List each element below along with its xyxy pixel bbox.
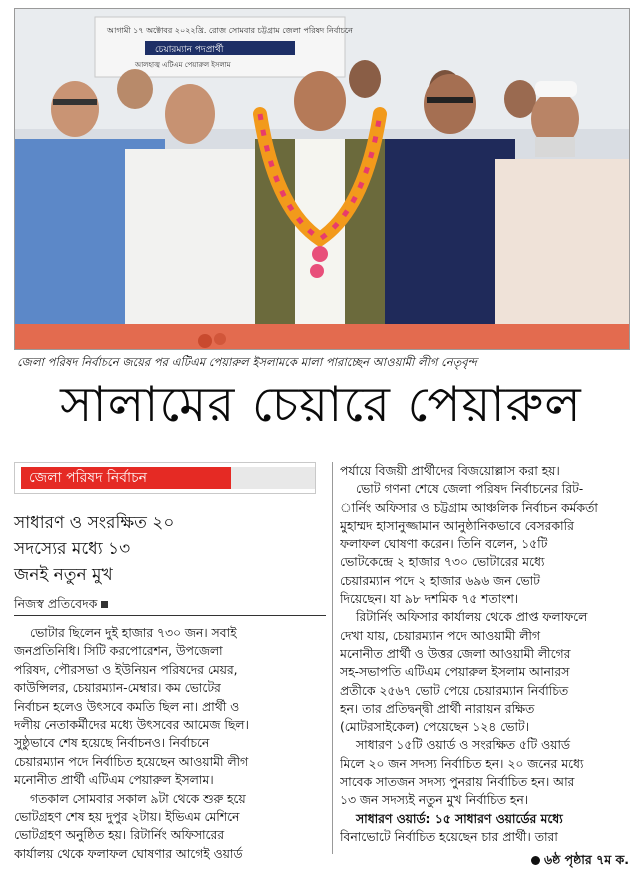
- body-line: হন। তার প্রতিদ্বন্দ্বী প্রার্থী নারায়ন রক্ষিত: [340, 701, 535, 716]
- subhead-line: জনই নতুন মুখ: [14, 565, 113, 585]
- body-line: দিয়েছেন। যা ৯৮ দশমিক ৭৫ শতাংশ।: [340, 592, 519, 607]
- continued-note: [531, 852, 629, 872]
- body-line: মিলে ২০ জন সদস্য নির্বাচিত হন। ২০ জনের মধ্যে: [340, 756, 584, 771]
- body-line: প্রতীকে ২৫৬৭ ভোট পেয়ে চেয়ারম্যান নির্বাচিত: [340, 683, 569, 698]
- body-line: সাধারণ ১৫টি ওয়ার্ড ও সংরক্ষিত ৫টি ওয়ার্ড: [356, 738, 570, 753]
- body-line: ভোটগ্রহণ শেষ হয় দুপুর ২টায়। ইভিএম মেশিনে: [14, 810, 240, 825]
- left-body: [14, 615, 326, 863]
- bullet-icon: [531, 856, 540, 865]
- left-column-header: [14, 462, 326, 616]
- right-column: [340, 462, 630, 846]
- body-line: দেখা যায়, চেয়ারম্যান পদে আওয়ামী লীগ: [340, 628, 540, 643]
- subhead-line: সাধারণ ও সংরক্ষিত ২০: [14, 513, 175, 533]
- section-tag: [14, 462, 316, 494]
- body-line: চেয়ারম্যান পদে নির্বাচিত হয়েছেন আওয়ামী লীগ: [14, 754, 249, 769]
- body-line: সুষ্ঠুভাবে শেষ হয়েছে নির্বাচনও। নির্বাচনে: [14, 736, 210, 751]
- body-line: মনোনীত প্রার্থী এটিএম পেয়ারুল ইসলাম।: [14, 773, 214, 788]
- photo-banner-line2: আলহাজ্ব এটিএম পেয়ারুল ইসলাম: [135, 61, 231, 69]
- body-line: রিটার্নিং অফিসার কার্যালয় থেকে প্রাপ্ত ফলাফলে: [356, 610, 588, 625]
- body-line: নির্বাচন হলেও উৎসবে কমতি ছিল না। প্রার্থী ও: [14, 699, 240, 714]
- body-paragraph: [14, 624, 326, 863]
- body-line: গতকাল সোমবার সকাল ৯টা থেকে শুরু হয়ে: [30, 791, 246, 806]
- body-line: কাউন্সিলর, চেয়ারম্যান-মেম্বার। কম ভোটের: [14, 681, 221, 696]
- subhead-line: সদস্যের মধ্যে ১৩: [14, 539, 131, 559]
- body-line: মনোনীত প্রার্থী ও উত্তর জেলা আওয়ামী লীগের: [340, 646, 571, 661]
- section-tag-filler: [231, 467, 315, 489]
- body-line: ার্নিং অফিসার ও চট্টগ্রাম আঞ্চলিক নির্বাচন কর্মকর্তা: [340, 500, 598, 515]
- body-line: কার্যালয় থেকে ফলাফল ঘোষণার আগেই ওয়ার্ড: [14, 846, 243, 861]
- photo-caption: জেলা পরিষদ নির্বাচনে জয়ের পর এটিএম পেয়ারুল ইসলামকে মালা পারাচ্ছেন আওয়ামী লীগ নেতৃবৃন্দ: [17, 355, 477, 369]
- byline: [14, 596, 326, 616]
- body-line: দলীয় নেতাকর্মীদের মধ্যে উৎসবের আমেজ ছিল।: [14, 718, 249, 733]
- body-line: ভোটকেন্দ্রে ২ হাজার ৭৩০ ভোটারের মধ্যে: [340, 555, 545, 570]
- column-divider: [332, 462, 333, 854]
- body-line: ভোট গণনা শেষে জেলা পরিষদ নির্বাচনের রিট-: [356, 482, 584, 497]
- body-line: সাবেক সাতজন সদস্য পুনরায় নির্বাচিত হন। আর: [340, 775, 575, 790]
- subheadline: [14, 510, 326, 588]
- body-line: সাধারণ ওয়ার্ড: ১৫ সাধারণ ওয়ার্ডের মধ্যে: [356, 811, 563, 826]
- photo-banner-sub: চেয়ারম্যান পদপ্রার্থী: [155, 45, 224, 55]
- body-line: পরিষদ, পৌরসভা ও ইউনিয়ন পরিষদের মেয়র,: [14, 662, 238, 677]
- body-line: ফলাফল ঘোষণা করেন। তিনি বলেন, ১৫টি: [340, 537, 548, 552]
- body-line: ভোটার ছিলেন দুই হাজার ৭৩০ জন। সবাই: [30, 626, 237, 640]
- body-line: বিনাভোটে নির্বাচিত হয়েছেন চার প্রার্থী। তারা: [340, 829, 558, 844]
- square-icon: [101, 601, 108, 608]
- body-line: পর্যায়ে বিজয়ী প্রার্থীদের বিজয়োল্লাস করা হয়।: [340, 464, 560, 478]
- section-tag-label: জেলা পরিষদ নির্বাচন: [21, 467, 231, 489]
- body-line: (মোটরসাইকেল) পেয়েছেন ১২৪ ভোট।: [340, 720, 529, 735]
- body-line: ভোটগ্রহণ অনুষ্ঠিত হয়। রিটার্নিং অফিসারের: [14, 828, 225, 843]
- body-line: চেয়ারম্যান পদে ২ হাজার ৬৯৬ জন ভোট: [340, 573, 540, 588]
- news-photo: [14, 8, 630, 350]
- photo-banner-text: আগামী ১৭ অক্টোবর ২০২২খ্রি. রোজ সোমবার চট্টগ্রাম জেলা পরিষদ নির্বাচনে: [107, 26, 353, 35]
- body-line: জনপ্রতিনিধি। সিটি করপোরেশন, উপজেলা: [14, 644, 223, 659]
- body-line: ১৩ জন সদস্যই নতুন মুখ নির্বাচিত হন।: [340, 793, 529, 808]
- body-line: সহ-সভাপতি এটিএম পেয়ারুল ইসলাম আনারস: [340, 665, 570, 680]
- headline: সালামের চেয়ারে পেয়ারুল: [60, 376, 582, 433]
- byline-text: নিজস্ব প্রতিবেদক: [14, 596, 98, 611]
- continued-note-text: ৬ষ্ঠ পৃষ্ঠার ৭ম ক.: [543, 852, 629, 867]
- body-line: মুহাম্মদ হাসানুজ্জামান আনুষ্ঠানিকভাবে বেসরকারি: [340, 518, 574, 533]
